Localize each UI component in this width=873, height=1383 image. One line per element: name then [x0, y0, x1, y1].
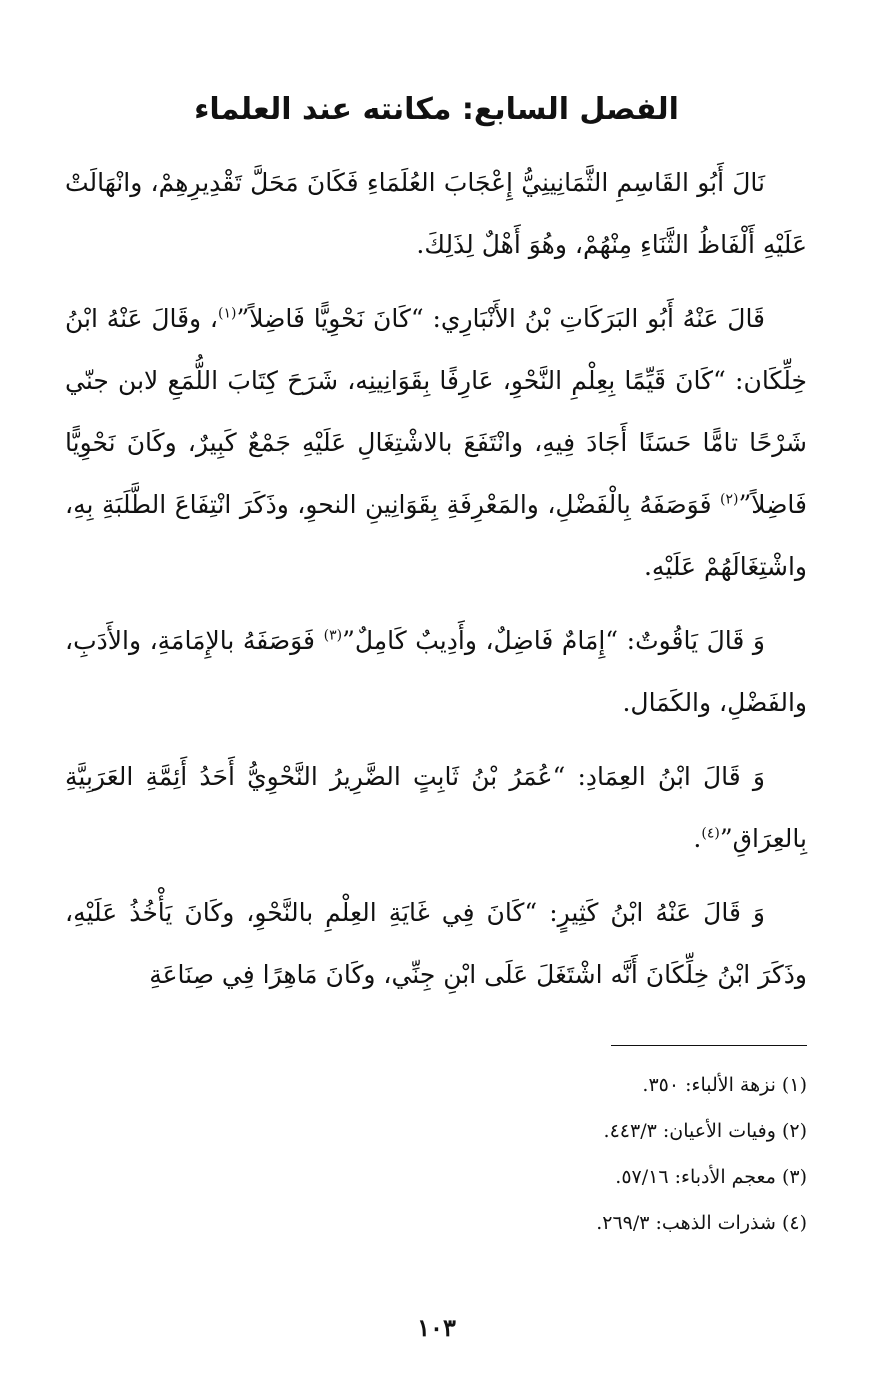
paragraph-text: نَالَ أَبُو القَاسِمِ الثَّمَانِينِيُّ إِعْجَابَ العُلَمَاءِ فَكَانَ مَحَلَّ تَقْدِيرِهِمْ، وانْهَالَتْ عَلَيْهِ أَلْفَاظُ الثَّنَاءِ مِنْهُمْ، وهُوَ أَهْلٌ لِذَلِكَ.: [65, 168, 807, 259]
paragraph-text-cont: ، وقَالَ عَنْهُ ابْنُ خِلِّكَان: “كَانَ قَيِّمًا بِعِلْمِ النَّحْوِ، عَارِفًا بِقَوَانِينِه، شَرَحَ كِتَابَ اللُّمَعِ لابن جنّي شَرْحًا تامًّا حَسَنًا أَجَادَ فِيهِ، وانْتَفَعَ بالاشْتِغَالِ عَلَيْهِ جَمْعٌ كَبِيرٌ، وكَانَ نَحْوِيًّا فَاضِلاً”: [65, 304, 807, 519]
footnote-ref-4: (٤): [701, 825, 720, 842]
footnote-3: (٣) معجم الأدباء: ٥٧/١٦.: [615, 1166, 807, 1188]
paragraph-intro: [65, 152, 807, 276]
paragraph-text-cont: .: [693, 824, 702, 853]
footnote-ref-3: (٣): [323, 627, 343, 644]
footnote-ref-1: (١): [217, 305, 237, 322]
footnote-4: (٤) شذرات الذهب: ٢٦٩/٣.: [596, 1212, 807, 1234]
footnotes: [207, 1062, 807, 1246]
paragraph-quote-yaqut: [65, 610, 807, 734]
body-text: [65, 152, 807, 1018]
footnote-ref-2: (٢): [720, 491, 739, 508]
footnote-divider: [611, 1045, 807, 1046]
paragraph-text: وَ قَالَ عَنْهُ ابْنُ كَثِيرٍ: “كَانَ فِي غَايَةِ العِلْمِ بالنَّحْوِ، وكَانَ يَأْخُذُ عَلَيْهِ، وذَكَرَ ابْنُ خِلِّكَانَ أَنَّه اشْتَغَلَ عَلَى ابْنِ جِنِّي، وكَانَ مَاهِرًا فِي صِنَاعَةِ: [65, 898, 807, 989]
footnote-2: (٢) وفيات الأعيان: ٤٤٣/٣.: [603, 1120, 807, 1142]
paragraph-quotes-anbari-khallikan: [65, 288, 807, 598]
paragraph-text: وَ قَالَ ابْنُ العِمَادِ: “عُمَرُ بْنُ ثَابِتٍ الضَّرِيرُ النَّحْوِيُّ أَحَدُ أَئِمَّةِ العَرَبِيَّةِ بِالعِرَاقِ”: [65, 762, 807, 853]
footnote-1: (١) نزهة الألباء: ٣٥٠.: [642, 1074, 807, 1096]
page-number: ١٠٣: [417, 1313, 456, 1342]
paragraph-text: وَ قَالَ يَاقُوتٌ: “إِمَامٌ فَاضِلٌ، وأَدِيبٌ كَامِلٌ”: [342, 626, 766, 655]
paragraph-quote-kathir: [65, 882, 807, 1006]
chapter-title: الفصل السابع: مكانته عند العلماء: [194, 92, 679, 127]
paragraph-text-cont: فَوَصَفَهُ بالإِمَامَةِ، والأَدَبِ، والفَضْلِ، والكَمَال.: [65, 626, 807, 717]
paragraph-text-cont: فَوَصَفَهُ بِالْفَضْلِ، والمَعْرِفَةِ بِقَوَانِينِ النحوِ، وذَكَرَ انْتِفَاعَ الطَّلَبَةِ بِهِ، واشْتِغَالَهُمْ عَلَيْهِ.: [65, 490, 807, 581]
paragraph-text: قَالَ عَنْهُ أَبُو البَرَكَاتِ بْنُ الأَنْبَارِي: “كَانَ نَحْوِيًّا فَاضِلاً”: [236, 304, 766, 333]
paragraph-quote-imad: [65, 746, 807, 870]
